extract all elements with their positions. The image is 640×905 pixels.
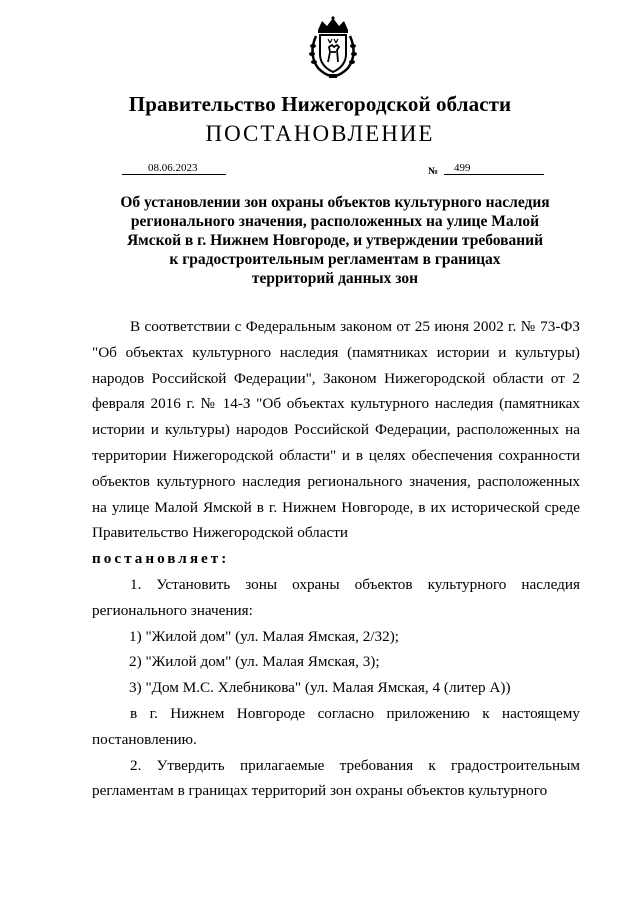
title-line: территорий данных зон [251, 270, 419, 287]
title-line: Ямской в г. Нижнем Новгороде, и утверждении требований [126, 232, 544, 249]
number-label: № [428, 166, 439, 177]
document-date: 08.06.2023 [122, 162, 226, 175]
preamble-paragraph: В соответствии с Федеральным законом от 25 июня 2002 г. № 73-ФЗ "Об объектах культурного наследия (памятниках истории и культуры) народов Российской Федерации", Законом Нижегородской области от 2 февраля 2016 г. № 14-З "Об объектах культурного наследия (памятниках истории и культуры) народов Российской Федерации, расположенных на территории Нижегородской области" и в целях обеспечения сохранности объектов культурного наследия регионального значения, расположенных на улице Малой Ямской в г. Нижнем Новгороде, в их исторической среде Правительство Нижегородской области [92, 318, 580, 542]
document-title [100, 193, 570, 288]
coat-of-arms-icon [304, 16, 362, 80]
organization-name: Правительство Нижегородской области [128, 92, 512, 116]
resolves-word: постановляет: [92, 550, 230, 568]
document-type: ПОСТАНОВЛЕНИЕ [205, 121, 435, 146]
document-number: 499 [444, 162, 544, 175]
document-body [92, 314, 580, 804]
item-1: 1. Установить зоны охраны объектов культурного наследия регионального значения: [92, 575, 580, 619]
sub-item-1: 1) "Жилой дом" (ул. Малая Ямская, 2/32); [129, 627, 399, 645]
title-line: Об установлении зон охраны объектов культурного наследия [120, 194, 550, 211]
title-line: к градостроительным регламентам в границах [169, 251, 501, 268]
sub-item-2: 2) "Жилой дом" (ул. Малая Ямская, 3); [129, 653, 380, 671]
item-2: 2. Утвердить прилагаемые требования к градостроительным регламентам в границах территорий зон охраны объектов культурного [92, 756, 580, 800]
title-line: регионального значения, расположенных на улице Малой [130, 213, 540, 230]
sub-item-3: 3) "Дом М.С. Хлебникова" (ул. Малая Ямская, 4 (литер А)) [129, 679, 511, 697]
item-1-tail: в г. Нижнем Новгороде согласно приложению к настоящему постановлению. [92, 704, 580, 748]
